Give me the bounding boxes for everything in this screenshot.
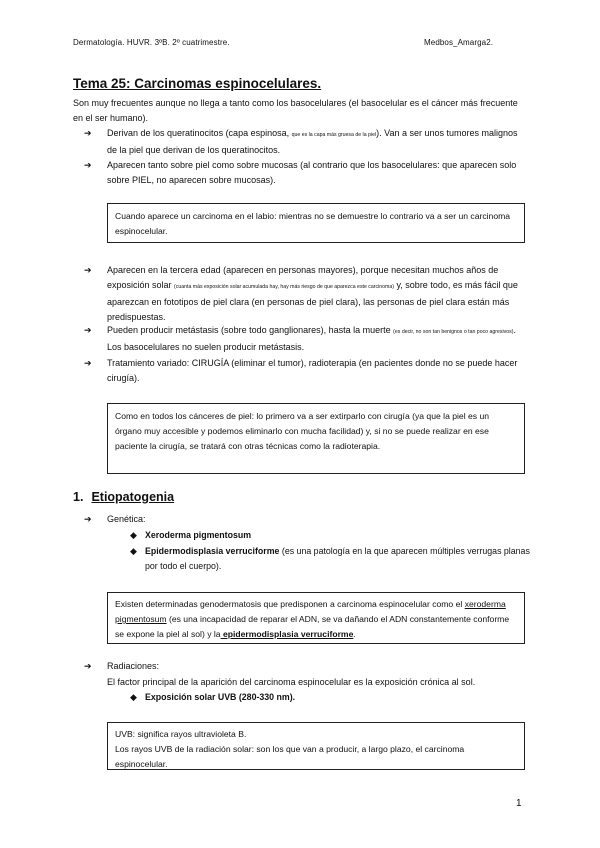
arrow-icon: ➔ (84, 661, 92, 671)
page-number: 1 (516, 798, 522, 809)
radiaciones-paragraph: El factor principal de la aparición del carcinoma espinocelular es la exposición crónica al sol. (107, 677, 476, 687)
bullet-text: Tratamiento variado: CIRUGÍA (eliminar el tumor), radioterapia (en pacientes donde no se puede hacer cirugía). (107, 358, 518, 383)
note-box-genodermatosis: Existen determinadas genodermatosis que predisponen a carcinoma espinocelular como el xeroderma pigmentosum (es una incapacidad de reparar el ADN, se va dañando el ADN constantemente conforme se expone la piel al sol) y la epidermodisplasia verruciforme. (107, 592, 525, 644)
note-box-uvb: UVB: significa rayos ultravioleta B. Los rayos UVB de la radiación solar: son los que van a producir, a largo plazo, el carcinoma espinocelular. (107, 722, 525, 770)
intro-paragraph: Son muy frecuentes aunque no llega a tanto como los basocelulares (el basocelular es el cáncer más frecuente en el ser humano). (73, 98, 518, 123)
note-box-labio: Cuando aparece un carcinoma en el labio: mientras no se demuestre lo contrario va a ser un carcinoma espinocelular. (107, 203, 525, 243)
bullet-genetica (84, 512, 527, 527)
header-left: Dermatología. HUVR. 3ºB. 2º cuatrimestre. (73, 38, 230, 47)
bullet-radiaciones (84, 659, 527, 674)
item-text: Exposición solar UVB (280-330 nm). (145, 692, 296, 702)
bullet-text: Pueden producir metástasis (sobre todo ganglionares), hasta la muerte (es decir, no son tan benignos o tan poco agresivos). Los basocelulares no suelen producir metástasis. (107, 325, 516, 352)
item-text: Xeroderma pigmentosum (145, 530, 252, 540)
bullet-metastasis (84, 323, 527, 355)
page-title: Tema 25: Carcinomas espinocelulares. (73, 76, 322, 91)
header-right: Medbos_Amarga2. (424, 38, 494, 47)
note-box-cirugia: Como en todos los cánceres de piel: lo primero va a ser extirparlo con cirugía (ya que la piel es un órgano muy accesible y podemos eliminarlo con mucha facilidad) y, si no se puede realizar en ese paciente la cirugía, se tratará con otras técnicas como la radioterapia. (107, 403, 525, 474)
item-text: Epidermodisplasia verruciforme (es una patología en la que aparecen múltiples verrugas planas por todo el cuerpo). (145, 546, 530, 571)
arrow-icon: ➔ (84, 514, 92, 524)
diamond-bullet-icon: ◆ (130, 546, 137, 556)
bullet-text: Derivan de los queratinocitos (capa espinosa, que es la capa más gruesa de la piel). Van a ser unos tumores malignos de la piel que derivan de los queratinocitos. (107, 128, 518, 155)
diamond-item-epidermodisplasia (130, 544, 530, 574)
section-heading-etiopatogenia: 1. Etiopatogenia (73, 490, 175, 504)
diamond-item-xeroderma (130, 528, 530, 543)
bullet-text: Aparecen en la tercera edad (aparecen en personas mayores), porque necesitan muchos años de exposición solar (cuanta más exposición solar acumulada hay, hay más riesgo de que aparezca este carcinoma) y, sobre todo, es más fácil que aparezcan en fototipos de piel clara (en personas de piel clara), las personas de piel clara están más predispuestas. (107, 265, 518, 322)
arrow-icon: ➔ (84, 358, 92, 368)
bullet-text: Genética: (107, 514, 146, 524)
arrow-icon: ➔ (84, 160, 92, 170)
bullet-tratamiento (84, 356, 527, 386)
diamond-bullet-icon: ◆ (130, 530, 137, 540)
bullet-text: Aparecen tanto sobre piel como sobre mucosas (al contrario que los basocelulares: que aparecen solo sobre PIEL, no aparecen sobre mucosas). (107, 160, 517, 185)
arrow-icon: ➔ (84, 325, 92, 335)
arrow-icon: ➔ (84, 265, 92, 275)
bullet-piel-mucosas (84, 158, 527, 188)
bullet-text: Radiaciones: (107, 661, 160, 671)
bullet-queratinocitos (84, 126, 527, 158)
arrow-icon: ➔ (84, 128, 92, 138)
bullet-tercera-edad (84, 263, 527, 325)
diamond-bullet-icon: ◆ (130, 692, 137, 702)
diamond-item-uvb (130, 690, 530, 705)
